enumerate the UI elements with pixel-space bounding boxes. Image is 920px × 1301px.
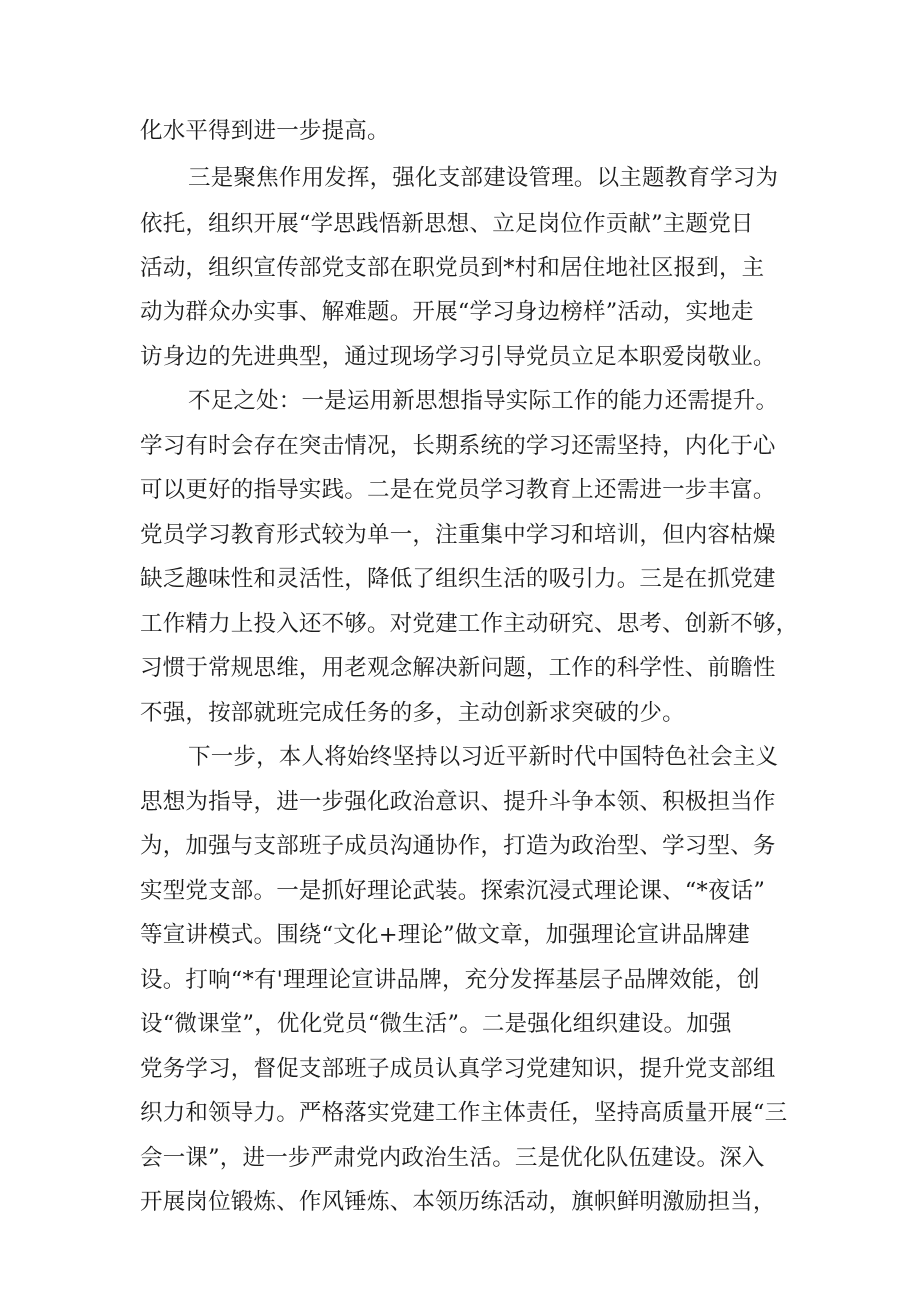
text-line: 实型党支部。一是抓好理论武装。探索沉浸式理论课、“*夜话” xyxy=(140,878,766,904)
text-line: 党务学习，督促支部班子成员认真学习党建知识，提升党支部组 xyxy=(140,1056,776,1082)
text-line: 缺乏趣味性和灵活性，降低了组织生活的吸引力。三是在抓党建 xyxy=(140,566,776,592)
text-line: 不强，按部就班完成任务的多，主动创新求突破的少。 xyxy=(140,700,685,726)
text-line: 开展岗位锻炼、作风锤炼、本领历练活动，旗帜鲜明激励担当， xyxy=(140,1189,776,1215)
text-line: 习惯于常规思维，用老观念解决新问题，工作的科学性、前瞻性 xyxy=(140,655,776,681)
text-line: 学习有时会存在突击情况，长期系统的学习还需坚持，内化于心 xyxy=(140,433,776,459)
text-line: 等宣讲模式。围绕“文化+理论”做文章，加强理论宣讲品牌建 xyxy=(140,922,750,948)
text-line: 依托，组织开展“学思践悟新思想、立足岗位作贡献”主题党日 xyxy=(140,211,754,237)
text-line: 工作精力上投入还不够。对党建工作主动研究、思考、创新不够， xyxy=(140,611,799,637)
text-line: 化水平得到进一步提高。 xyxy=(140,118,390,144)
text-line: 织力和领导力。严格落实党建工作主体责任，坚持高质量开展“三 xyxy=(140,1100,788,1126)
text-line: 可以更好的指导实践。二是在党员学习教育上还需进一步丰富。 xyxy=(140,477,776,503)
text-line: 动为群众办实事、解难题。开展“学习身边榜样”活动，实地走 xyxy=(140,299,754,325)
text-line: 设。打响“*有'理理论宣讲品牌，充分发挥基层子品牌效能，创 xyxy=(140,967,760,993)
text-line: 活动，组织宣传部党支部在职党员到*村和居住地社区报到，主 xyxy=(140,255,765,281)
text-line: 设“微课堂”，优化党员“微生活”。二是强化组织建设。加强 xyxy=(140,1011,732,1037)
paragraph-first-line: 下一步，本人将始终坚持以习近平新时代中国特色社会主义 xyxy=(188,744,779,770)
paragraph-first-line: 不足之处：一是运用新思想指导实际工作的能力还需提升。 xyxy=(188,388,779,414)
text-line: 党员学习教育形式较为单一，注重集中学习和培训，但内容枯燥 xyxy=(140,522,776,548)
paragraph-first-line: 三是聚焦作用发挥，强化支部建设管理。以主题教育学习为 xyxy=(188,165,779,191)
text-line: 会一课”，进一步严肃党内政治生活。三是优化队伍建设。深入 xyxy=(140,1145,765,1171)
text-line: 访身边的先进典型，通过现场学习引导党员立足本职爱岗敬业。 xyxy=(140,344,776,370)
text-line: 思想为指导，进一步强化政治意识、提升斗争本领、积极担当作 xyxy=(140,789,776,815)
text-line: 为，加强与支部班子成员沟通协作，打造为政治型、学习型、务 xyxy=(140,833,776,859)
